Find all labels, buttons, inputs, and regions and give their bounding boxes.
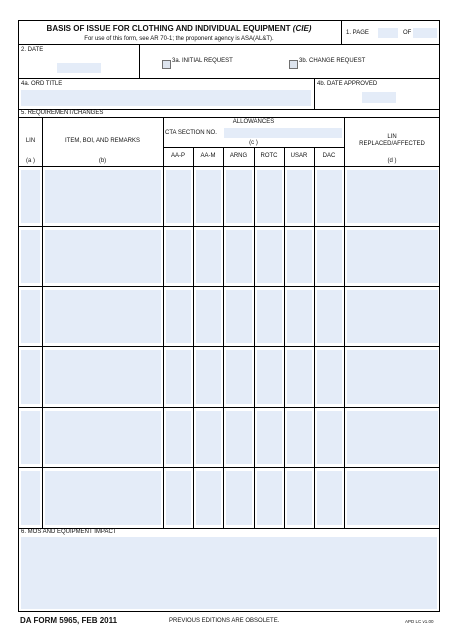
lin-header: LIN [25, 138, 36, 144]
row-3-item-field[interactable] [45, 290, 161, 343]
cta-section-field[interactable] [224, 128, 342, 138]
row-3-replaced-field[interactable] [347, 290, 438, 343]
item-sub-label: (b) [98, 158, 107, 164]
allowances-header: ALLOWANCES [232, 119, 275, 125]
date-approved-field[interactable] [362, 92, 396, 103]
page-total-field[interactable] [413, 28, 437, 38]
row-1-item-field[interactable] [45, 170, 161, 223]
col-header-aa-p: AA-P [170, 153, 185, 159]
editions-note: PREVIOUS EDITIONS ARE OBSOLETE. [169, 618, 280, 624]
row-5-dac-field[interactable] [317, 411, 342, 464]
row-2-aa-m-field[interactable] [196, 230, 221, 283]
mos-impact-label: 6. MOS AND EQUIPMENT IMPACT [21, 529, 117, 535]
allowances-sub-label: (c ) [249, 140, 258, 146]
col-header-arng: ARNG [229, 153, 248, 159]
row-1-aa-m-field[interactable] [196, 170, 221, 223]
row-3-dac-field[interactable] [317, 290, 342, 343]
row-3-arng-field[interactable] [226, 290, 252, 343]
form-title [20, 24, 338, 33]
row-6-replaced-field[interactable] [347, 471, 438, 525]
col-header-dac: DAC [322, 153, 336, 159]
page-label: 1. PAGE [346, 30, 369, 36]
row-2-dac-field[interactable] [317, 230, 342, 283]
row-2-replaced-field[interactable] [347, 230, 438, 283]
mos-impact-field[interactable] [21, 537, 437, 609]
row-2-rotc-field[interactable] [257, 230, 282, 283]
col-header-aa-m: AA-M [200, 153, 216, 159]
row-1-lin-field[interactable] [21, 170, 40, 223]
row-6-arng-field[interactable] [226, 471, 252, 525]
row-4-usar-field[interactable] [287, 350, 312, 404]
row-1-arng-field[interactable] [226, 170, 252, 223]
page-number-field[interactable] [378, 28, 398, 38]
initial-request-checkbox[interactable] [162, 60, 171, 69]
row-3-rotc-field[interactable] [257, 290, 282, 343]
form-title-main: BASIS OF ISSUE FOR CLOTHING AND INDIVIDUAL EQUIPMENT [46, 24, 293, 33]
lin-sub-label: (a ) [26, 158, 35, 164]
of-label: OF [403, 30, 412, 36]
row-1-replaced-field[interactable] [347, 170, 438, 223]
row-5-aa-p-field[interactable] [166, 411, 191, 464]
row-3-lin-field[interactable] [21, 290, 40, 343]
item-header: ITEM, BOI, AND REMARKS [64, 138, 140, 144]
requirement-changes-label: 5. REQUIREMENT/CHANGES [21, 110, 104, 116]
row-1-dac-field[interactable] [317, 170, 342, 223]
row-6-aa-p-field[interactable] [166, 471, 191, 525]
form-title-cie: (CIE) [292, 24, 312, 33]
date-label: 2. DATE [21, 47, 44, 53]
row-5-rotc-field[interactable] [257, 411, 282, 464]
row-2-arng-field[interactable] [226, 230, 252, 283]
row-6-aa-m-field[interactable] [196, 471, 221, 525]
date-approved-label: 4b. DATE APPROVED [317, 81, 378, 87]
row-6-lin-field[interactable] [21, 471, 40, 525]
row-4-aa-m-field[interactable] [196, 350, 221, 404]
ord-title-field[interactable] [21, 90, 311, 106]
row-3-usar-field[interactable] [287, 290, 312, 343]
row-3-aa-m-field[interactable] [196, 290, 221, 343]
row-6-item-field[interactable] [45, 471, 161, 525]
row-4-replaced-field[interactable] [347, 350, 438, 404]
row-2-aa-p-field[interactable] [166, 230, 191, 283]
row-5-lin-field[interactable] [21, 411, 40, 464]
form-subtitle: For use of this form, see AR 70-1; the proponent agency is ASA(AL&T). [84, 36, 274, 42]
row-5-replaced-field[interactable] [347, 411, 438, 464]
row-1-rotc-field[interactable] [257, 170, 282, 223]
ord-title-label: 4a. ORD TITLE [21, 81, 63, 87]
replaced-sub-label: (d ) [387, 158, 397, 164]
initial-request-label: 3a. INITIAL REQUEST [172, 58, 233, 64]
date-field[interactable] [57, 63, 101, 73]
row-5-usar-field[interactable] [287, 411, 312, 464]
row-5-aa-m-field[interactable] [196, 411, 221, 464]
row-6-rotc-field[interactable] [257, 471, 282, 525]
version-label: APD LC v1.00 [405, 619, 434, 624]
row-1-aa-p-field[interactable] [166, 170, 191, 223]
replaced-header-line1: LIN [387, 134, 397, 140]
row-6-dac-field[interactable] [317, 471, 342, 525]
row-4-aa-p-field[interactable] [166, 350, 191, 404]
row-4-lin-field[interactable] [21, 350, 40, 404]
row-4-rotc-field[interactable] [257, 350, 282, 404]
col-header-usar: USAR [290, 153, 308, 159]
row-2-item-field[interactable] [45, 230, 161, 283]
row-2-lin-field[interactable] [21, 230, 40, 283]
row-6-usar-field[interactable] [287, 471, 312, 525]
row-2-usar-field[interactable] [287, 230, 312, 283]
row-1-usar-field[interactable] [287, 170, 312, 223]
row-5-arng-field[interactable] [226, 411, 252, 464]
form-id: DA FORM 5965, FEB 2011 [20, 616, 118, 625]
change-request-label: 3b. CHANGE REQUEST [299, 58, 366, 64]
cta-section-label: CTA SECTION NO. [165, 130, 217, 136]
row-5-item-field[interactable] [45, 411, 161, 464]
row-4-arng-field[interactable] [226, 350, 252, 404]
change-request-checkbox[interactable] [289, 60, 298, 69]
row-4-dac-field[interactable] [317, 350, 342, 404]
replaced-header-line2: REPLACED/AFFECTED [359, 141, 425, 147]
col-header-rotc: ROTC [260, 153, 278, 159]
row-4-item-field[interactable] [45, 350, 161, 404]
row-3-aa-p-field[interactable] [166, 290, 191, 343]
